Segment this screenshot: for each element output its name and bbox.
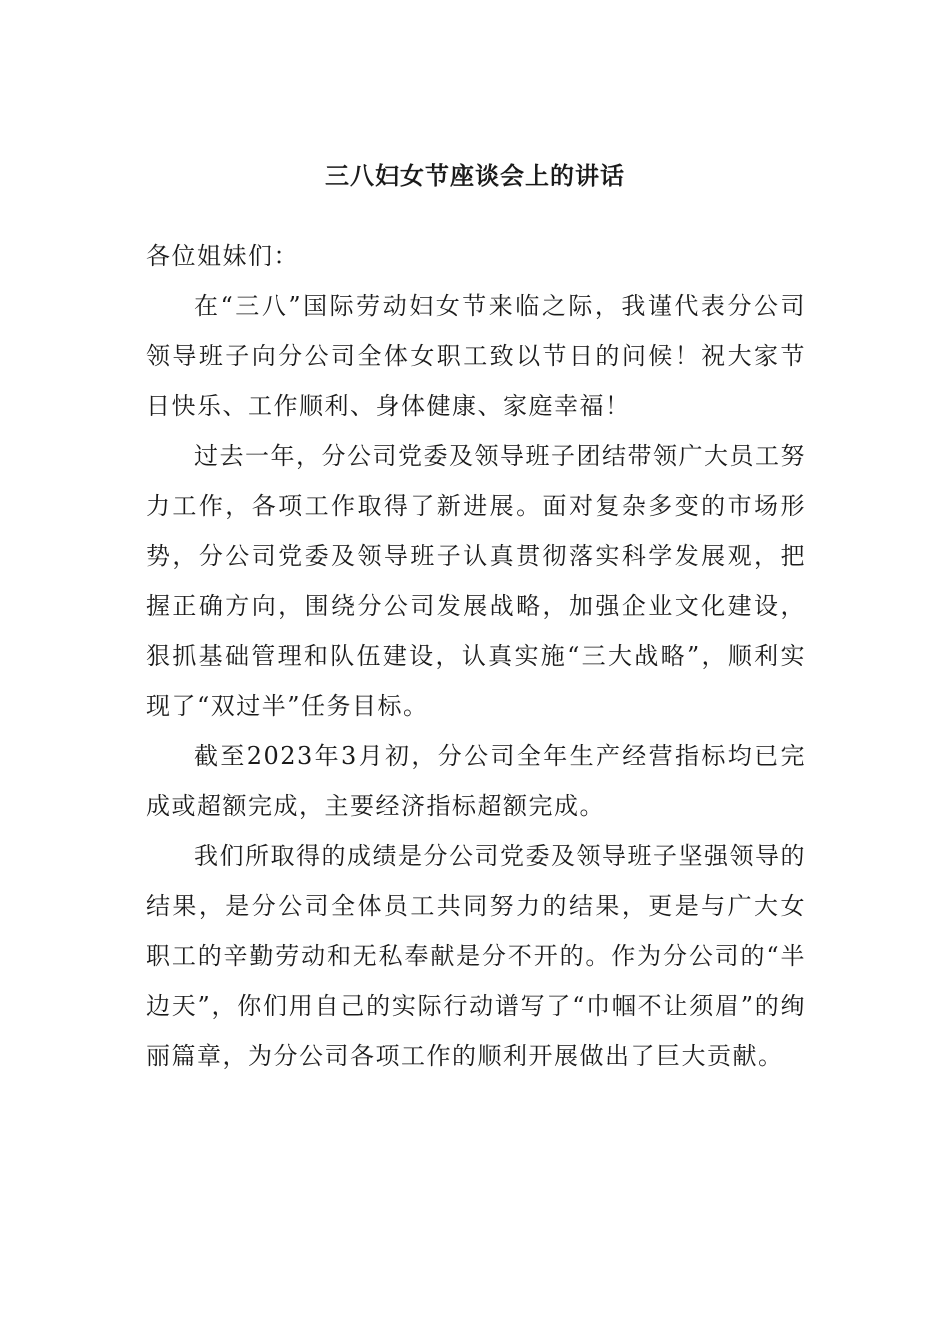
paragraph-greeting: 在“三八”国际劳动妇女节来临之际，我谨代表分公司领导班子向分公司全体女职工致以节日的问候！祝大家节日快乐、工作顺利、身体健康、家庭幸福！ — [146, 292, 806, 420]
paragraph-tribute: 我们所取得的成绩是分公司党委及领导班子坚强领导的结果，是分公司全体员工共同努力的结果，更是与广大女职工的辛勤劳动和无私奉献是分不开的。作为分公司的“半边天”，你们用自己的实际行动谱写了“巾帼不让须眉”的绚丽篇章，为分公司各项工作的顺利开展做出了巨大贡献。 — [146, 842, 806, 1070]
document-body — [146, 231, 806, 1081]
document-title: 三八妇女节座谈会上的讲话 — [325, 162, 625, 190]
paragraph-review: 过去一年，分公司党委及领导班子团结带领广大员工努力工作，各项工作取得了新进展。面对复杂多变的市场形势，分公司党委及领导班子认真贯彻落实科学发展观，把握正确方向，围绕分公司发展战略，加强企业文化建设，狠抓基础管理和队伍建设，认真实施“三大战略”，顺利实现了“双过半”任务目标。 — [146, 442, 806, 720]
salutation: 各位姐妹们： — [146, 242, 299, 270]
paragraph-results: 截至2023年3月初，分公司全年生产经营指标均已完成或超额完成，主要经济指标超额完成。 — [146, 742, 806, 820]
